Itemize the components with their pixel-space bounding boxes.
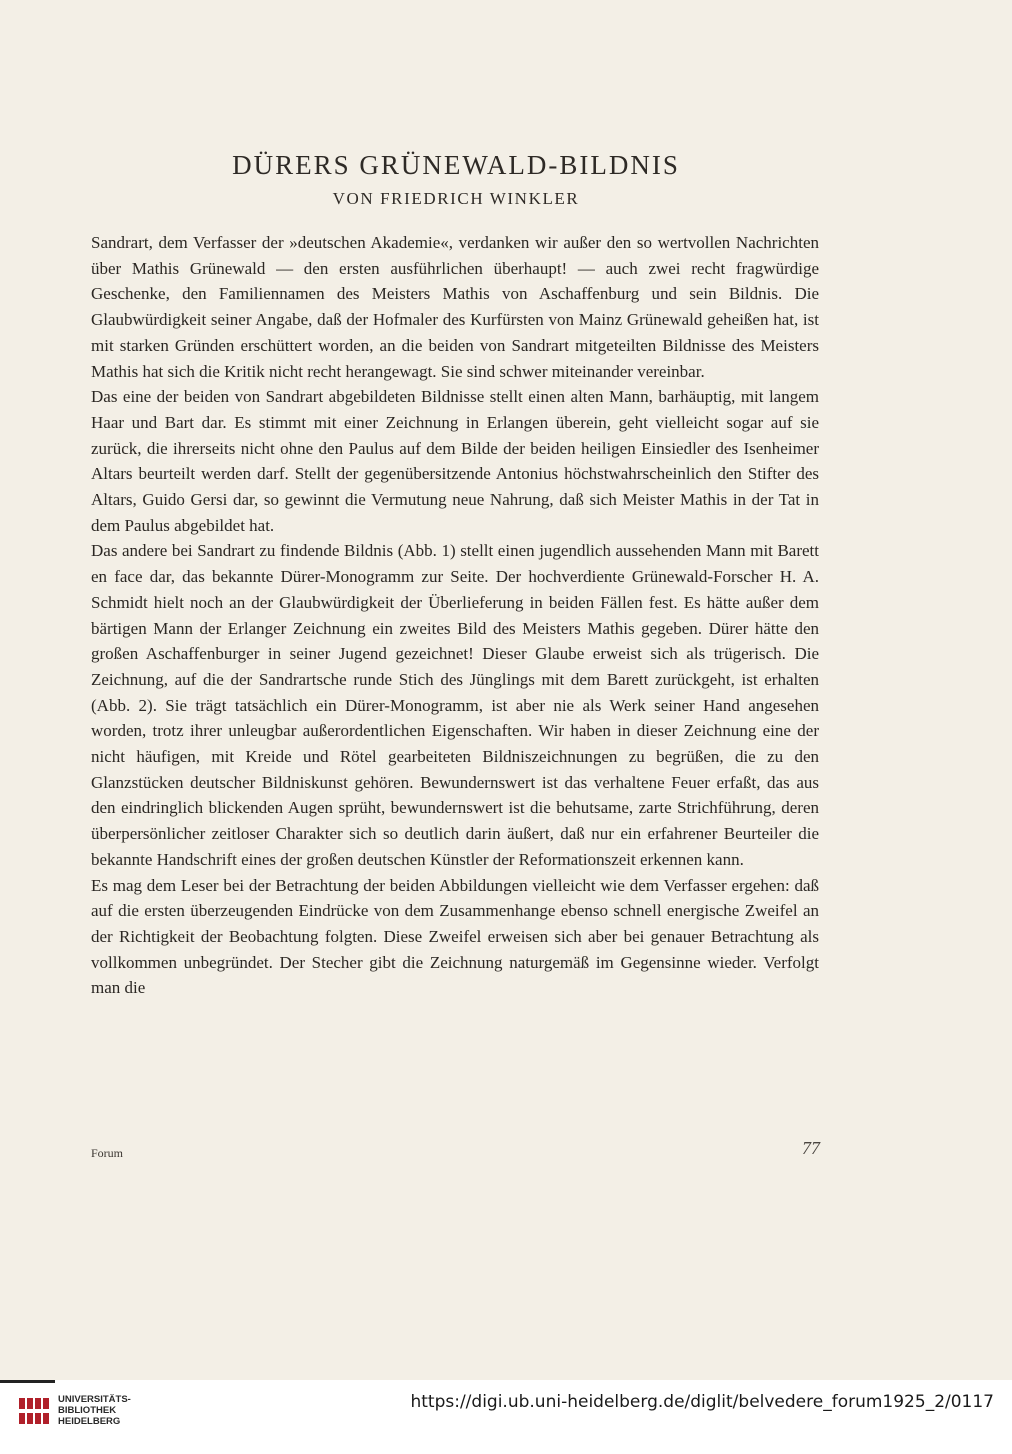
article-byline: VON FRIEDRICH WINKLER <box>332 189 580 208</box>
footer-section-label: Forum <box>91 1146 124 1160</box>
library-name[interactable] <box>58 1394 131 1427</box>
page-number: 77 <box>802 1138 820 1158</box>
library-logo-icon <box>17 1394 51 1428</box>
permalink-url[interactable]: https://digi.ub.uni-heidelberg.de/diglit/belvedere_forum1925_2/0117 <box>410 1392 994 1412</box>
library-name-line-1: UNIVERSITÄTS- <box>58 1394 131 1405</box>
library-name-line-2: BIBLIOTHEK <box>58 1405 117 1416</box>
paragraph-4: Es mag dem Leser bei der Betrachtung der beiden Abbildungen vielleicht wie dem Verfasser ergehen: daß auf die ersten überzeugenden Eindrücke von dem Zusammenhange ebenso schnell energische Zweifel an der Richtigkeit der Beobachtung folgten. Diese Zweifel erweisen sich aber bei genauer Betrachtung als vollkommen unbegründet. Der Stecher gibt die Zeichnung naturgemäß im Gegensinne wieder. Verfolgt man die <box>91 875 819 998</box>
paragraph-2: Das eine der beiden von Sandrart abgebildeten Bildnisse stellt einen alten Mann, barhäuptig, mit langem Haar und Bart dar. Es stimmt mit einer Zeichnung in Erlangen überein, geht vielleicht sogar auf sie zurück, die ihrerseits nicht ohne den Paulus auf dem Bilde der beiden heiligen Einsiedler des Isenheimer Altars beurteilt werden darf. Stellt der gegenübersitzende Antonius höchstwahrscheinlich den Stifter des Altars, Guido Gersi dar, so gewinnt die Vermutung neue Nahrung, daß sich Meister Mathis in der Tat in dem Paulus abgebildet hat. <box>91 387 819 535</box>
article-title: DÜRERS GRÜNEWALD-BILDNIS <box>232 150 680 180</box>
paragraph-3: Das andere bei Sandrart zu findende Bildnis (Abb. 1) stellt einen jugendlich aussehenden Mann mit Barett en face dar, das bekannte Dürer-Monogramm zur Seite. Der hochverdiente Grünewald-Forscher H. A. Schmidt hielt noch an der Glaubwürdigkeit der Überlieferung in beiden Fällen fest. Es hätte außer dem bärtigen Mann der Erlanger Zeichnung ein zweites Bild des Meisters Mathis gegeben. Dürer hätte den großen Aschaffenburger in seiner Jugend gezeichnet! Dieser Glaube erweist sich als trügerisch. Die Zeichnung, auf die der Sandrartsche runde Stich des Jünglings mit dem Barett zurückgeht, ist erhalten (Abb. 2). Sie trägt tatsächlich ein Dürer-Monogramm, ist aber nie als Werk seiner Hand angesehen worden, trotz ihrer unleugbar außerordentlichen Eigenschaften. Wir haben in dieser Zeichnung eine der nicht häufigen, mit Kreide und Rötel gearbeiteten Bildniszeichnungen zu begrüßen, die zu den Glanzstücken deutscher Bildniskunst gehören. Bewundernswert ist das verhaltene Feuer erfaßt, das aus den eindringlich blickenden Augen sprüht, bewundernswert ist die behutsame, zarte Strichführung, deren überpersönlicher zeitloser Charakter sich so deutlich darin äußert, daß nur ein erfahrener Beurteiler die bekannte Handschrift eines der großen deutschen Künstler der Reformationszeit erkennen kann. <box>91 541 819 869</box>
footer-rule <box>0 1380 55 1383</box>
viewer-footer <box>0 1380 1012 1454</box>
article-body <box>91 230 819 1001</box>
library-name-line-3: HEIDELBERG <box>58 1416 121 1427</box>
paragraph-1: Sandrart, dem Verfasser der »deutschen Akademie«, verdanken wir außer den so wertvollen Nachrichten über Mathis Grünewald — den ersten ausführlichen überhaupt! — auch zwei recht fragwürdige Geschenke, den Familiennamen des Meisters Mathis von Aschaffenburg und sein Bildnis. Die Glaubwürdigkeit seiner Angabe, daß der Hofmaler des Kurfürsten von Mainz Grünewald geheißen hat, ist mit starken Gründen erschüttert worden, an die beiden von Sandrart mitgeteilten Bildnisse des Meisters Mathis hat sich die Kritik nicht recht herangewagt. Sie sind schwer miteinander vereinbar. <box>91 233 819 381</box>
